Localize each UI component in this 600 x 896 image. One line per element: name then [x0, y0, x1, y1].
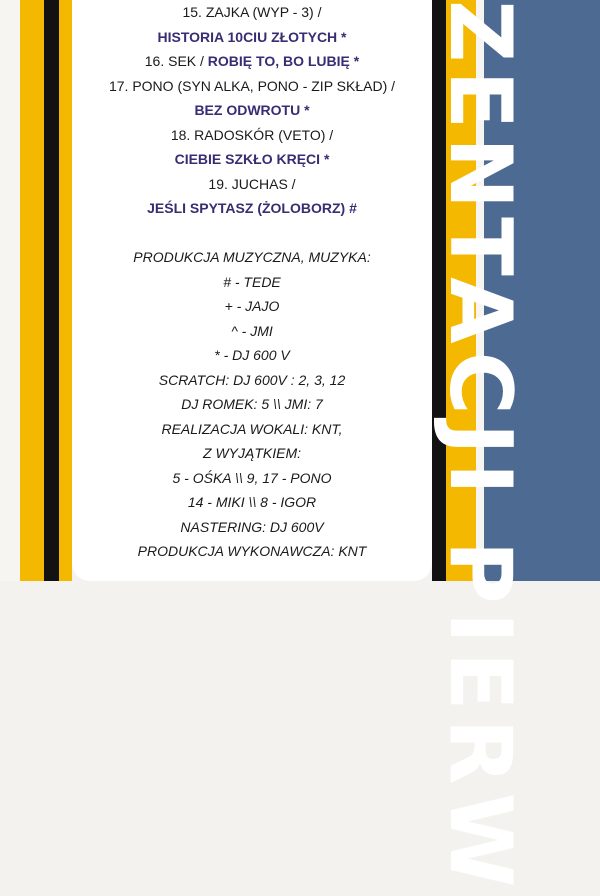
banner-text: ZENTACJI PIERW — [430, 0, 530, 896]
credit-dj600v: * - DJ 600 V — [214, 347, 290, 363]
track-15-artist: 15. ZAJKA (WYP - 3) / — [182, 4, 322, 20]
left-margin — [0, 0, 20, 581]
credit-except: Z WYJĄTKIEM: — [203, 445, 301, 461]
credit-oska-pono: 5 - OŚKA \\ 9, 17 - PONO — [172, 469, 332, 486]
track-17-title: BEZ ODWROTU * — [194, 102, 310, 118]
track-16-title: ROBIĘ TO, BO LUBIĘ * — [207, 53, 360, 69]
track-19-title: JEŚLI SPYTASZ (ŻOLOBORZ) # — [147, 200, 357, 216]
credit-jajo: + - JAJO — [224, 298, 280, 314]
credit-production-heading: PRODUKCJA MUZYCZNA, MUZYKA: — [133, 249, 371, 265]
credit-tede: # - TEDE — [223, 273, 281, 290]
credit-mastering: NASTERING: DJ 600V — [180, 518, 324, 535]
spacer — [72, 221, 432, 246]
yellow-stripe-inner-left — [59, 0, 72, 581]
yellow-stripe-left — [20, 0, 44, 581]
track-18-title: CIEBIE SZKŁO KRĘCI * — [174, 151, 330, 167]
credit-miki-igor: 14 - MIKI \\ 8 - IGOR — [187, 494, 317, 510]
track-16-line — [72, 49, 432, 74]
track-15-line — [72, 0, 432, 25]
credit-executive: PRODUKCJA WYKONAWCZA: KNT — [137, 543, 367, 559]
track-18-artist: 18. RADOSKÓR (VETO) / — [170, 126, 334, 143]
track-18-line — [72, 123, 432, 148]
black-stripe-left — [44, 0, 59, 581]
track-15-title: HISTORIA 10CIU ZŁOTYCH * — [157, 28, 347, 45]
credit-vocals: REALIZACJA WOKALI: KNT, — [161, 420, 343, 437]
track-19-artist: 19. JUCHAS / — [208, 175, 296, 192]
credit-dj-romek: DJ ROMEK: 5 \\ JMI: 7 — [181, 396, 323, 412]
credit-scratch: SCRATCH: DJ 600V : 2, 3, 12 — [158, 371, 346, 388]
track-19-line — [72, 172, 432, 197]
credits-list — [72, 0, 432, 564]
credit-jmi: ^ - JMI — [231, 322, 273, 339]
track-17-line — [72, 74, 432, 99]
track-17-artist: 17. PONO (SYN ALKA, PONO - ZIP SKŁAD) / — [108, 77, 396, 94]
track-16-artist: 16. SEK / — [144, 53, 204, 69]
